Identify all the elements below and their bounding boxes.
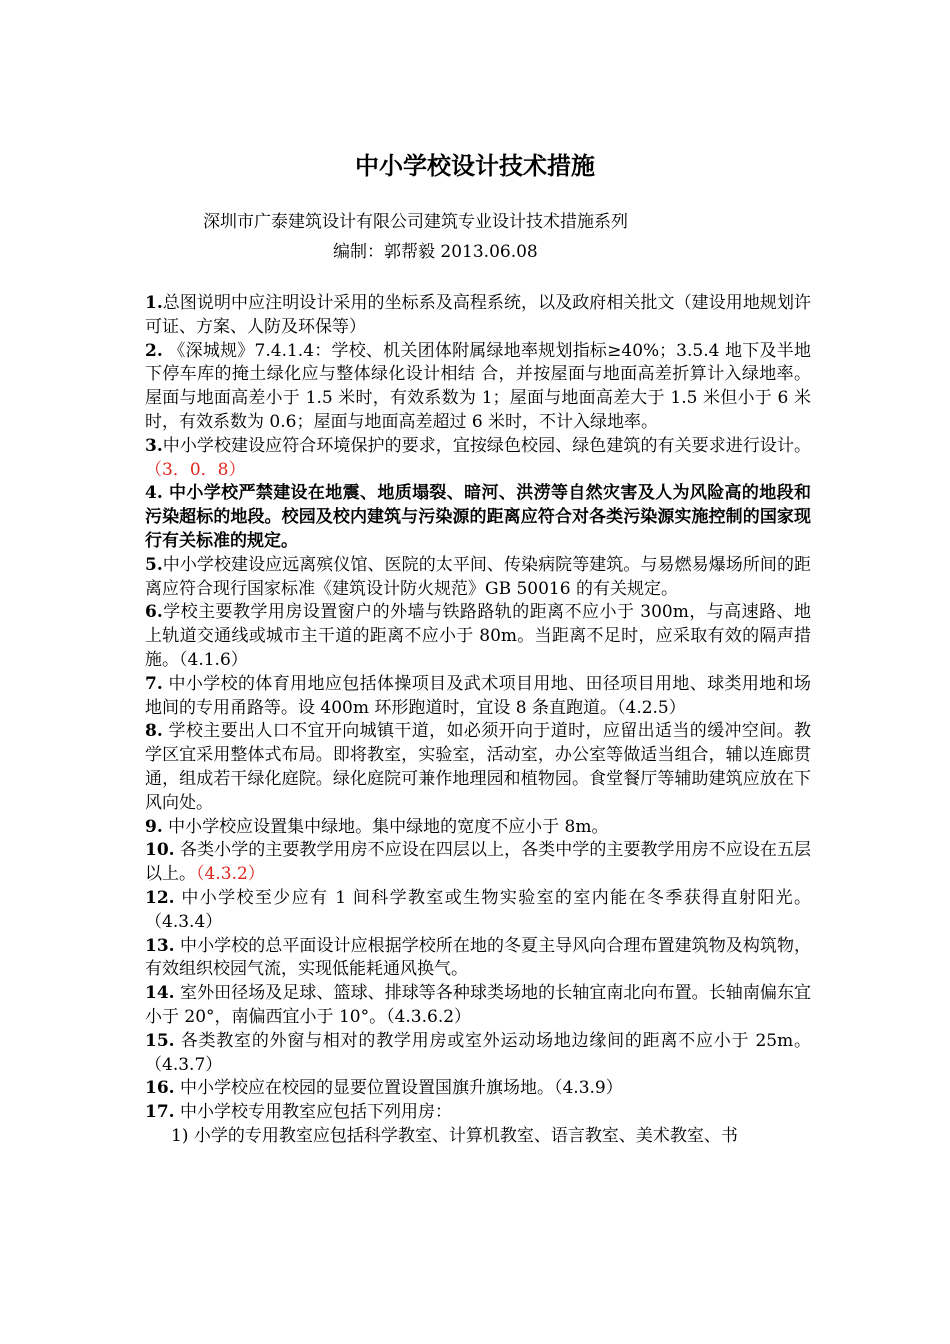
list-item: 10. 各类小学的主要教学用房不应设在四层以上，各类中学的主要教学用房不应设在五层以上。（4.3.2） <box>145 840 811 885</box>
list-item: 6.学校主要教学用房设置窗户的外墙与铁路路轨的距离不应小于 300m，与高速路、地上轨道交通线或城市主干道的距离不应小于 80m。当距离不足时，应采取有效的隔声措施。（4.1.6） <box>145 602 811 670</box>
list-item: 1.总图说明中应注明设计采用的坐标系及高程系统，以及政府相关批文（建设用地规划许可证、方案、人防及环保等） <box>145 293 811 337</box>
document-title: 中小学校设计技术措施 <box>355 152 595 180</box>
list-item: 17. 中小学校专用教室应包括下列用房： <box>145 1102 452 1123</box>
list-item: 15. 各类教室的外窗与相对的教学用房或室外运动场地边缘间的距离不应小于 25m。（4.3.7） <box>145 1030 811 1075</box>
list-item: 8. 学校主要出人口不宜开向城镇干道，如必须开向于道时，应留出适当的缓冲空间。教学区宜采用整体式布局。即将教室，实验室，活动室，办公室等做适当组合，辅以连廊贯通，组成若干绿化庭院。绿化庭院可兼作地理园和植物园。食堂餐厅等辅助建筑应放在下风向处。 <box>145 721 811 813</box>
clause-reference: （3．0．8） <box>145 459 246 480</box>
document-body <box>145 292 811 1149</box>
list-item: 4. 中小学校严禁建设在地震、地质塌裂、暗河、洪涝等自然灾害及人为风险高的地段和污染超标的地段。校园及校内建筑与污染源的距离应符合对各类污染源实施控制的国家现行有关标准的规定。 <box>145 483 811 551</box>
list-item: 7. 中小学校的体育用地应包括体操项目及武术项目用地、田径项目用地、球类用地和场地间的专用甬路等。设 400m 环形跑道时，宜设 8 条直跑道。（4.2.5） <box>145 673 811 718</box>
list-item: 12. 中小学校至少应有 1 间科学教室或生物实验室的室内能在冬季获得直射阳光。（4.3.4） <box>145 887 811 932</box>
clause-reference: （4.3.2） <box>196 864 265 885</box>
sub-list-item: 1) 小学的专用教室应包括科学教室、计算机教室、语言教室、美术教室、书 <box>171 1125 738 1146</box>
list-item: 3.中小学校建设应符合环境保护的要求，宜按绿色校园、绿色建筑的有关要求进行设计。（3．0．8） <box>145 435 811 480</box>
list-item: 16. 中小学校应在校园的显要位置设置国旗升旗场地。（4.3.9） <box>145 1078 623 1099</box>
document-editor-line: 编制：郭帮毅 2013.06.08 <box>333 242 538 262</box>
list-item: 14. 室外田径场及足球、篮球、排球等各种球类场地的长轴宜南北向布置。长轴南偏东宜小于 20°，南偏西宜小于 10°。（4.3.6.2） <box>145 983 811 1027</box>
list-item: 2. 《深城规》7.4.1.4：学校、机关团体附属绿地率规划指标≥40%；3.5.4 地下及半地下停车库的掩土绿化应与整体绿化设计相结 合，并按屋面与地面高差折算计入绿地率。屋面与地面高差小于 1.5 米时，有效系数为 1；屋面与地面高差大于 1.5 米但小于 6 米时，有效系数为 0.6；屋面与地面高差超过 6 米时，不计入绿地率。 <box>145 340 811 432</box>
list-item: 13. 中小学校的总平面设计应根据学校所在地的冬夏主导风向合理布置建筑物及构筑物，有效组织校园气流，实现低能耗通风换气。 <box>145 935 811 980</box>
list-item: 5.中小学校建设应远离殡仪馆、医院的太平间、传染病院等建筑。与易燃易爆场所间的距离应符合现行国家标准《建筑设计防火规范》GB 50016 的有关规定。 <box>145 554 811 599</box>
document-subtitle: 深圳市广泰建筑设计有限公司建筑专业设计技术措施系列 <box>203 212 628 232</box>
list-item: 9. 中小学校应设置集中绿地。集中绿地的宽度不应小于 8m。 <box>145 816 609 837</box>
